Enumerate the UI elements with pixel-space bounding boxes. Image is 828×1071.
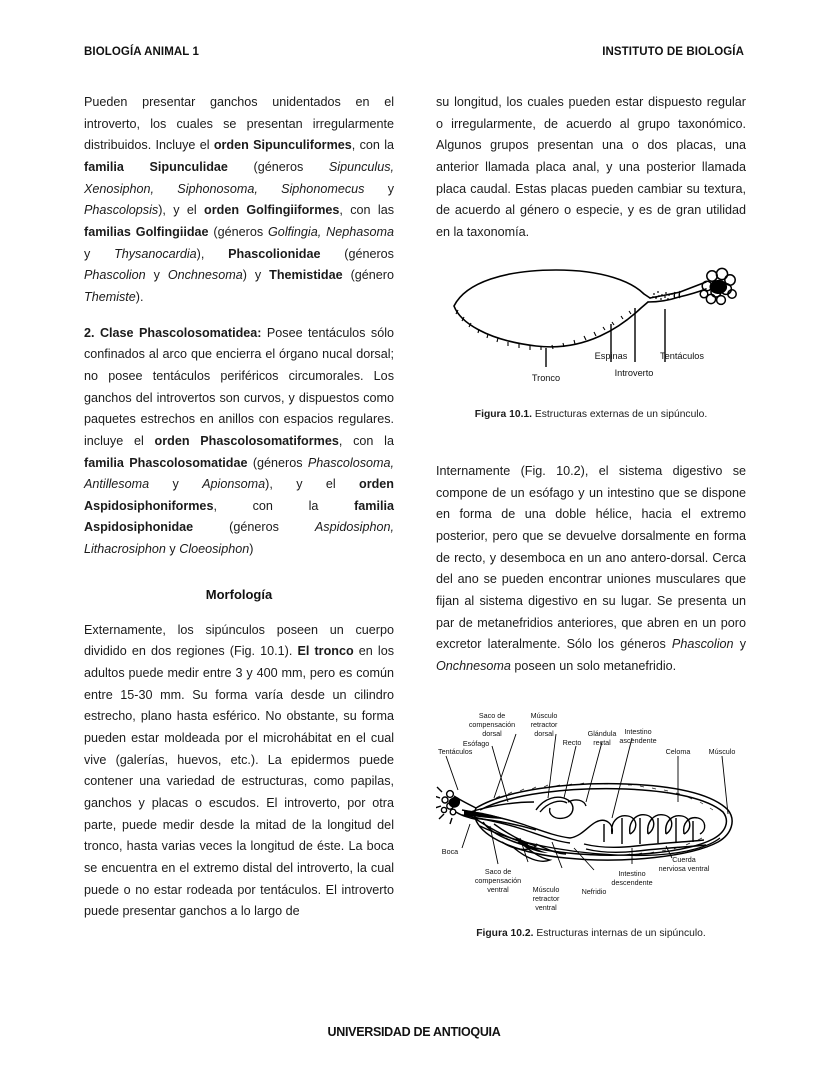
figure-10-2-label-saco-dorsal-2: compensación xyxy=(468,719,516,729)
figure-10-2-label-musculo-ventral-3: ventral xyxy=(535,902,557,912)
text-run: , con las xyxy=(339,203,394,218)
paragraph-morfologia-externa xyxy=(84,620,394,923)
text-run-italic: Phascolosoma, Antillesoma xyxy=(84,455,394,492)
text-run-italic: Themiste xyxy=(84,289,136,304)
text-run-italic: Phascolopsis xyxy=(84,203,159,218)
figure-10-2-label-musculo-ventral-1: Músculo xyxy=(532,884,560,894)
figure-10-1-caption-text: Estructuras externas de un sipúnculo. xyxy=(532,408,708,420)
text-run: en los adultos puede medir entre 3 y 400 mm, pero es común entre 15-30 mm. Su forma varía desde un cilindro estrecho, plano hasta esférico. No obstante, su forma pueden estar moldeada por el microhábitat en el cual vive (galerías, huevos, etc.). La epidermos puede contener una variedad de estructuras, como papilas, ganchos y placas o escudos. El introverto, por otra parte, puede medir desde la mitad de la longitud del tronco, hasta varias veces la longitud de éste. La boca se encuentra en el extremo distal del introverto, la cual puede o no estar rodeada por tentáculos. El introverto puede presentar ganchos a lo largo de xyxy=(84,644,395,919)
figure-10-2-label-celoma: Celoma xyxy=(665,746,691,756)
text-run: y xyxy=(84,246,115,261)
figure-10-2-label-intestino-asc-2: ascendente xyxy=(619,735,657,745)
left-column xyxy=(84,92,394,940)
text-run-italic: Phascolion xyxy=(671,637,734,652)
figure-10-1-caption-label: Figura 10.1. xyxy=(474,408,533,420)
paragraph-placas xyxy=(436,92,746,244)
text-run-italic: Onchnesoma xyxy=(167,268,243,283)
figure-10-2-label-saco-dorsal-1: Saco de xyxy=(478,710,506,720)
text-run-bold: El tronco xyxy=(297,644,354,659)
figure-10-1-caption xyxy=(436,408,746,421)
figure-10-2-label-cuerda-1: Cuerda xyxy=(672,854,696,864)
text-run: (géneros xyxy=(208,224,269,239)
text-run: poseen un solo metanefridio. xyxy=(510,658,677,673)
figure-10-2-label-musculo-dorsal-2: retractor xyxy=(530,719,558,729)
text-run: (géneros xyxy=(227,159,329,174)
figure-10-2-label-tentaculos: Tentáculos xyxy=(438,746,473,756)
figure-10-2-label-esofago: Esófago xyxy=(462,738,490,748)
figure-10-2-caption-label: Figura 10.2. xyxy=(476,927,534,939)
text-run: ), xyxy=(196,246,229,261)
text-run-bold: orden Aspidosiphoniformes xyxy=(84,477,394,513)
text-run-italic: Thysanocardia xyxy=(114,246,197,261)
page-header xyxy=(84,46,744,58)
text-run-italic: Golfingia, Nephasoma xyxy=(268,224,395,239)
text-run-bold: orden Phascolosomatiformes xyxy=(154,433,339,448)
figure-10-2-label-intestino-asc-1: Intestino xyxy=(624,726,652,736)
figure-10-2-label-nefridio: Nefridio xyxy=(581,886,607,896)
page-footer xyxy=(0,1025,828,1039)
text-run: Internamente (Fig. 10.2), el sistema digestivo se compone de un esófago y un intestino que se dispone en forma de una doble hélice, hacia el extremo posterior, pero que se devuelve dorsalmente en forma de recto, y desemboca en un ano antero-dorsal. Cerca del ano se pueden encontrar uniones musculares que fijan al sistema digestivo en su lugar. Se presenta un par de metanefridios anteriores, que abren en un poro excretor lateralmente. Sólo los géneros xyxy=(436,463,746,652)
text-run: ) y xyxy=(242,268,270,283)
figure-10-2-label-boca: Boca xyxy=(441,846,459,856)
figure-10-2-label-recto: Recto xyxy=(562,737,582,747)
text-run-italic: Aspidosiphon, Lithacrosiphon xyxy=(84,520,394,557)
text-run: Externamente, los sipúnculos poseen un cuerpo dividido en dos regiones (Fig. 10.1). xyxy=(84,622,394,659)
paragraph-sipunculiformes xyxy=(84,92,394,309)
text-run: , con la xyxy=(351,138,394,153)
figure-10-2-label-saco-ventral-1: Saco de xyxy=(484,866,512,876)
figure-10-2-label-musculo-ventral-2: retractor xyxy=(532,893,560,903)
figure-10-1-label-tronco: Tronco xyxy=(531,372,561,383)
text-run-italic: Apionsoma xyxy=(202,477,266,492)
figure-10-2-label-intestino-desc-1: Intestino xyxy=(618,868,646,878)
text-run-bold: Phascolionidae xyxy=(228,246,321,261)
text-run: (géneros xyxy=(247,455,308,470)
footer-institution: UNIVERSIDAD DE ANTIOQUIA xyxy=(327,1025,501,1039)
text-run-bold: familia Phascolosomatidae xyxy=(84,455,248,470)
text-run-bold: orden Golfingiiformes xyxy=(204,203,340,218)
text-run-italic: Phascolion xyxy=(84,268,146,283)
figure-10-2-label-glandula-1: Glándula xyxy=(587,728,617,738)
sipunculid-external-anatomy-diagram xyxy=(436,264,746,399)
text-run: Pueden presentar ganchos unidentados en el introverto, los cuales se presentan irregularmente distribuidos. Incluye el xyxy=(84,95,394,153)
text-run: ). xyxy=(135,289,144,304)
figure-10-2-label-glandula-2: rectal xyxy=(593,737,611,747)
figure-10-1-label-introverto: Introverto xyxy=(614,367,654,378)
text-run-bold: Themistidae xyxy=(269,268,343,283)
text-run-bold: 2. Clase Phascolosomatidea: xyxy=(84,325,262,340)
text-run: y xyxy=(145,268,168,283)
text-run-bold: orden Sipunculiformes xyxy=(213,138,352,153)
text-run-italic: Sipunculus, Xenosiphon, Siphonosoma, Siphonomecus xyxy=(84,159,394,196)
figure-10-2-label-cuerda-2: nerviosa ventral xyxy=(658,863,710,873)
text-run: (género xyxy=(342,268,394,283)
figure-10-2-label-saco-ventral-2: compensación xyxy=(474,875,522,885)
figure-10-2-label-saco-ventral-3: ventral xyxy=(487,884,509,894)
text-run: su longitud, los cuales pueden estar dispuesto regular o irregularmente, de acuerdo al grupo taxonómico. Algunos grupos presentan una o dos placas, una anterior llamada placa anal, y una posterior llamada placa caudal. Estas placas pueden cambiar su textura, de acuerdo al género o especie, y es de gran utilidad en la taxonomía. xyxy=(436,95,746,239)
figure-10-1-label-tentaculos: Tentáculos xyxy=(660,350,704,361)
text-run: , con la xyxy=(338,433,394,448)
right-column xyxy=(436,92,746,940)
paragraph-phascolosomatidea xyxy=(84,323,394,561)
text-run: y xyxy=(364,181,395,196)
text-run: y xyxy=(149,477,203,492)
text-run: y xyxy=(733,637,747,652)
text-run: Posee tentáculos sólo confinados al arco que encierra el órgano nucal dorsal; no posee tentáculos periféricos circumorales. Los ganchos del introvertos son curvos, y dispuestos como paquetes estrechos en anillos con espacios regulares. incluye el xyxy=(84,325,394,448)
figure-10-1-label-espinas: Espinas xyxy=(594,350,628,361)
text-run: (géneros xyxy=(193,520,315,535)
header-right-title: INSTITUTO DE BIOLOGÍA xyxy=(602,46,744,58)
text-run: ), y el xyxy=(265,477,360,492)
text-run: ) xyxy=(249,542,254,557)
figure-10-1 xyxy=(436,264,746,421)
text-run-bold: familias Golfingiidae xyxy=(84,224,209,239)
text-run: , con la xyxy=(213,498,355,513)
text-run-bold: familia Aspidosiphonidae xyxy=(84,498,394,535)
figure-10-2-label-intestino-desc-2: descendente xyxy=(611,877,653,887)
figure-10-2-label-saco-dorsal-3: dorsal xyxy=(482,728,502,738)
figure-10-2-label-musculo-dorsal-3: dorsal xyxy=(534,728,554,738)
figure-10-2-caption xyxy=(436,927,746,940)
text-run: y xyxy=(165,542,180,557)
figure-10-2-caption-text: Estructuras internas de un sipúnculo. xyxy=(533,927,706,939)
text-run-italic: Cloeosiphon xyxy=(179,542,250,557)
text-run-italic: Onchnesoma xyxy=(436,658,511,673)
content-columns xyxy=(84,92,746,940)
header-left-title: BIOLOGÍA ANIMAL 1 xyxy=(84,46,199,58)
figure-10-2 xyxy=(436,698,746,940)
section-heading-morfologia: Morfología xyxy=(205,586,273,602)
text-run: ), y el xyxy=(158,203,205,218)
figure-10-2-label-musculo-dorsal-1: Músculo xyxy=(530,710,558,720)
text-run-bold: familia Sipunculidae xyxy=(84,159,228,174)
figure-10-2-label-musculo: Músculo xyxy=(708,746,736,756)
text-run: (géneros xyxy=(320,246,394,261)
sipunculid-internal-anatomy-diagram xyxy=(436,698,746,918)
paragraph-sistema-digestivo xyxy=(436,461,746,678)
